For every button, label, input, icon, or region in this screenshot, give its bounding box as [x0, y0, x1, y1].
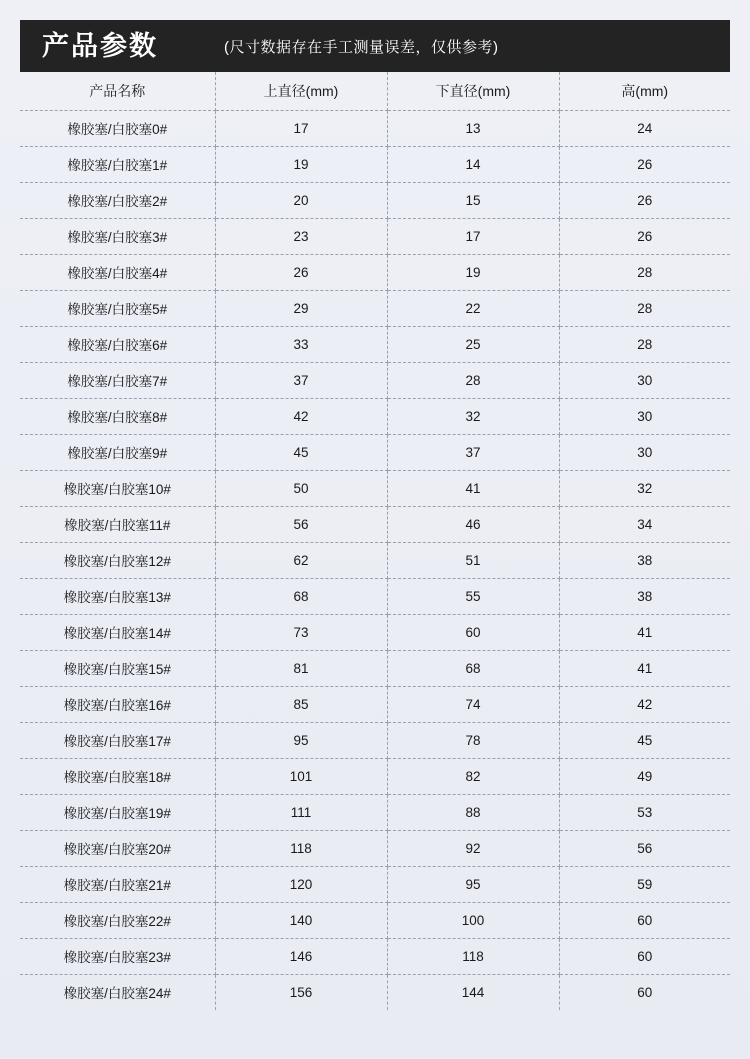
cell-top-diameter: 111	[215, 794, 387, 830]
cell-product-name: 橡胶塞/白胶塞23#	[20, 938, 215, 974]
page-title: 产品参数	[42, 30, 158, 61]
table-row	[20, 218, 730, 254]
table-row	[20, 182, 730, 218]
cell-bottom-diameter: 15	[387, 182, 559, 218]
table-row	[20, 902, 730, 938]
table-row	[20, 398, 730, 434]
cell-height: 26	[559, 182, 730, 218]
cell-bottom-diameter: 92	[387, 830, 559, 866]
cell-product-name: 橡胶塞/白胶塞22#	[20, 902, 215, 938]
table-row	[20, 830, 730, 866]
cell-top-diameter: 17	[215, 110, 387, 146]
cell-height: 45	[559, 722, 730, 758]
cell-bottom-diameter: 32	[387, 398, 559, 434]
cell-product-name: 橡胶塞/白胶塞14#	[20, 614, 215, 650]
cell-top-diameter: 19	[215, 146, 387, 182]
cell-product-name: 橡胶塞/白胶塞5#	[20, 290, 215, 326]
cell-top-diameter: 42	[215, 398, 387, 434]
table-row	[20, 434, 730, 470]
cell-top-diameter: 37	[215, 362, 387, 398]
table-row	[20, 650, 730, 686]
cell-product-name: 橡胶塞/白胶塞12#	[20, 542, 215, 578]
cell-top-diameter: 62	[215, 542, 387, 578]
cell-product-name: 橡胶塞/白胶塞16#	[20, 686, 215, 722]
cell-top-diameter: 56	[215, 506, 387, 542]
spec-table-body	[20, 110, 730, 1010]
cell-height: 60	[559, 938, 730, 974]
cell-top-diameter: 33	[215, 326, 387, 362]
cell-top-diameter: 26	[215, 254, 387, 290]
cell-top-diameter: 50	[215, 470, 387, 506]
cell-height: 42	[559, 686, 730, 722]
cell-height: 30	[559, 362, 730, 398]
cell-height: 38	[559, 578, 730, 614]
cell-product-name: 橡胶塞/白胶塞24#	[20, 974, 215, 1010]
table-row	[20, 146, 730, 182]
cell-bottom-diameter: 46	[387, 506, 559, 542]
table-row	[20, 254, 730, 290]
cell-height: 53	[559, 794, 730, 830]
cell-height: 30	[559, 434, 730, 470]
cell-product-name: 橡胶塞/白胶塞8#	[20, 398, 215, 434]
cell-height: 28	[559, 326, 730, 362]
measurement-disclaimer: (尺寸数据存在手工测量误差，仅供参考)	[224, 38, 499, 56]
cell-bottom-diameter: 100	[387, 902, 559, 938]
cell-bottom-diameter: 78	[387, 722, 559, 758]
cell-product-name: 橡胶塞/白胶塞4#	[20, 254, 215, 290]
table-header-row	[20, 72, 730, 110]
cell-product-name: 橡胶塞/白胶塞10#	[20, 470, 215, 506]
cell-top-diameter: 120	[215, 866, 387, 902]
cell-bottom-diameter: 60	[387, 614, 559, 650]
cell-bottom-diameter: 55	[387, 578, 559, 614]
cell-height: 59	[559, 866, 730, 902]
cell-bottom-diameter: 13	[387, 110, 559, 146]
table-row	[20, 110, 730, 146]
cell-height: 24	[559, 110, 730, 146]
cell-height: 38	[559, 542, 730, 578]
cell-product-name: 橡胶塞/白胶塞6#	[20, 326, 215, 362]
table-row	[20, 326, 730, 362]
cell-top-diameter: 85	[215, 686, 387, 722]
cell-bottom-diameter: 41	[387, 470, 559, 506]
table-row	[20, 938, 730, 974]
table-row	[20, 866, 730, 902]
cell-product-name: 橡胶塞/白胶塞18#	[20, 758, 215, 794]
cell-bottom-diameter: 88	[387, 794, 559, 830]
cell-bottom-diameter: 37	[387, 434, 559, 470]
table-row	[20, 470, 730, 506]
cell-product-name: 橡胶塞/白胶塞0#	[20, 110, 215, 146]
cell-height: 41	[559, 614, 730, 650]
cell-top-diameter: 23	[215, 218, 387, 254]
spec-table-wrapper	[20, 72, 730, 1010]
cell-bottom-diameter: 17	[387, 218, 559, 254]
cell-top-diameter: 101	[215, 758, 387, 794]
cell-product-name: 橡胶塞/白胶塞11#	[20, 506, 215, 542]
cell-top-diameter: 29	[215, 290, 387, 326]
cell-bottom-diameter: 82	[387, 758, 559, 794]
cell-bottom-diameter: 118	[387, 938, 559, 974]
cell-height: 56	[559, 830, 730, 866]
cell-height: 26	[559, 146, 730, 182]
cell-product-name: 橡胶塞/白胶塞13#	[20, 578, 215, 614]
table-row	[20, 614, 730, 650]
cell-bottom-diameter: 95	[387, 866, 559, 902]
cell-height: 34	[559, 506, 730, 542]
cell-product-name: 橡胶塞/白胶塞17#	[20, 722, 215, 758]
cell-top-diameter: 156	[215, 974, 387, 1010]
table-row	[20, 542, 730, 578]
spec-table-head	[20, 72, 730, 110]
cell-product-name: 橡胶塞/白胶塞20#	[20, 830, 215, 866]
cell-product-name: 橡胶塞/白胶塞15#	[20, 650, 215, 686]
column-header-height: 高(mm)	[559, 72, 730, 110]
cell-height: 28	[559, 254, 730, 290]
cell-product-name: 橡胶塞/白胶塞3#	[20, 218, 215, 254]
cell-bottom-diameter: 22	[387, 290, 559, 326]
cell-height: 30	[559, 398, 730, 434]
cell-top-diameter: 95	[215, 722, 387, 758]
cell-height: 41	[559, 650, 730, 686]
table-row	[20, 758, 730, 794]
table-row	[20, 362, 730, 398]
cell-product-name: 橡胶塞/白胶塞1#	[20, 146, 215, 182]
cell-product-name: 橡胶塞/白胶塞2#	[20, 182, 215, 218]
cell-product-name: 橡胶塞/白胶塞21#	[20, 866, 215, 902]
cell-height: 32	[559, 470, 730, 506]
cell-height: 28	[559, 290, 730, 326]
cell-bottom-diameter: 25	[387, 326, 559, 362]
cell-product-name: 橡胶塞/白胶塞7#	[20, 362, 215, 398]
cell-bottom-diameter: 14	[387, 146, 559, 182]
table-row	[20, 974, 730, 1010]
cell-bottom-diameter: 68	[387, 650, 559, 686]
table-row	[20, 722, 730, 758]
table-row	[20, 794, 730, 830]
cell-bottom-diameter: 144	[387, 974, 559, 1010]
cell-top-diameter: 68	[215, 578, 387, 614]
cell-product-name: 橡胶塞/白胶塞9#	[20, 434, 215, 470]
cell-top-diameter: 73	[215, 614, 387, 650]
table-row	[20, 686, 730, 722]
cell-bottom-diameter: 19	[387, 254, 559, 290]
table-row	[20, 578, 730, 614]
cell-top-diameter: 81	[215, 650, 387, 686]
table-row	[20, 506, 730, 542]
cell-top-diameter: 45	[215, 434, 387, 470]
cell-top-diameter: 20	[215, 182, 387, 218]
spec-table	[20, 72, 730, 1010]
cell-top-diameter: 118	[215, 830, 387, 866]
column-header-product-name: 产品名称	[20, 72, 215, 110]
cell-bottom-diameter: 28	[387, 362, 559, 398]
spec-header	[20, 20, 730, 72]
cell-height: 49	[559, 758, 730, 794]
cell-top-diameter: 140	[215, 902, 387, 938]
cell-height: 60	[637, 984, 653, 1000]
cell-height: 26	[559, 218, 730, 254]
cell-product-name: 橡胶塞/白胶塞19#	[20, 794, 215, 830]
column-header-bottom-diameter: 下直径(mm)	[387, 72, 559, 110]
cell-top-diameter: 146	[215, 938, 387, 974]
cell-bottom-diameter: 51	[387, 542, 559, 578]
table-row	[20, 290, 730, 326]
column-header-top-diameter: 上直径(mm)	[215, 72, 387, 110]
cell-height: 60	[559, 902, 730, 938]
cell-bottom-diameter: 74	[387, 686, 559, 722]
